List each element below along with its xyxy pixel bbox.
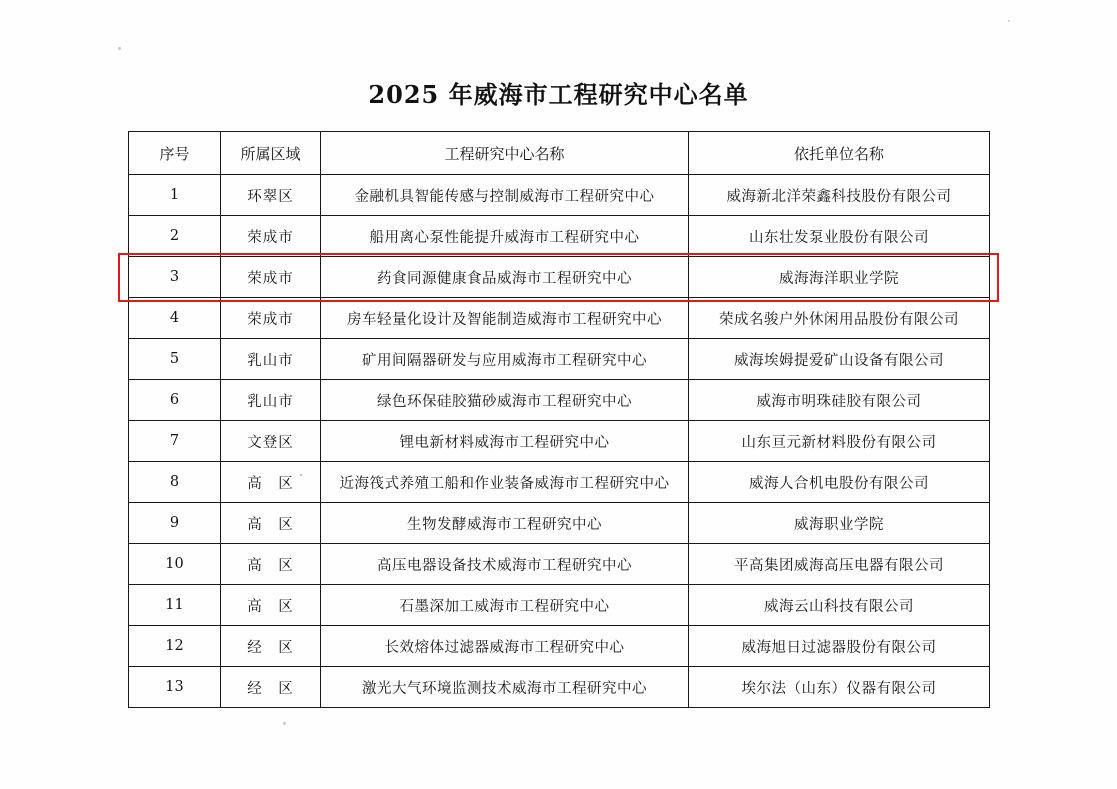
- table-row: [129, 462, 990, 503]
- table-row: [129, 544, 990, 585]
- cell-row-number: 10: [129, 544, 221, 585]
- column-header-area: 所属区域: [221, 132, 321, 175]
- cell-area: 高 区: [221, 585, 321, 626]
- cell-host-org: 威海埃姆提爱矿山设备有限公司: [689, 339, 990, 380]
- scan-speck: [118, 47, 121, 50]
- table-row: [129, 585, 990, 626]
- table-row: [129, 216, 990, 257]
- cell-area: 经 区: [221, 667, 321, 708]
- cell-area: 高 区: [221, 544, 321, 585]
- center-list-table: [128, 131, 990, 708]
- table-header: [129, 132, 990, 175]
- cell-row-number: 12: [129, 626, 221, 667]
- cell-host-org: 威海旭日过滤器股份有限公司: [689, 626, 990, 667]
- table-row: [129, 339, 990, 380]
- cell-center-name: 房车轻量化设计及智能制造威海市工程研究中心: [321, 298, 689, 339]
- cell-area: 荣成市: [221, 298, 321, 339]
- table-row: [129, 257, 990, 298]
- cell-center-name: 绿色环保硅胶猫砂威海市工程研究中心: [321, 380, 689, 421]
- table-row: [129, 667, 990, 708]
- cell-area: 荣成市: [221, 216, 321, 257]
- cell-center-name: 矿用间隔器研发与应用威海市工程研究中心: [321, 339, 689, 380]
- cell-area: 文登区: [221, 421, 321, 462]
- cell-host-org: 威海市明珠硅胶有限公司: [689, 380, 990, 421]
- scan-speck: [300, 474, 302, 476]
- table-row: [129, 421, 990, 462]
- scan-speck: [1008, 20, 1010, 22]
- table-row: [129, 175, 990, 216]
- cell-area: 高 区: [221, 462, 321, 503]
- cell-center-name: 长效熔体过滤器威海市工程研究中心: [321, 626, 689, 667]
- cell-row-number: 5: [129, 339, 221, 380]
- cell-host-org: 威海职业学院: [689, 503, 990, 544]
- cell-host-org: 平高集团威海高压电器有限公司: [689, 544, 990, 585]
- cell-row-number: 6: [129, 380, 221, 421]
- cell-row-number: 4: [129, 298, 221, 339]
- cell-row-number: 9: [129, 503, 221, 544]
- cell-area: 高 区: [221, 503, 321, 544]
- column-header-center-name: 工程研究中心名称: [321, 132, 689, 175]
- cell-center-name: 高压电器设备技术威海市工程研究中心: [321, 544, 689, 585]
- cell-center-name: 药食同源健康食品威海市工程研究中心: [321, 257, 689, 298]
- cell-center-name: 生物发酵威海市工程研究中心: [321, 503, 689, 544]
- cell-row-number: 3: [129, 257, 221, 298]
- table-header-row: [129, 132, 990, 175]
- page-title: 2025 年威海市工程研究中心名单: [368, 80, 749, 109]
- cell-row-number: 1: [129, 175, 221, 216]
- cell-row-number: 2: [129, 216, 221, 257]
- column-header-no: 序号: [129, 132, 221, 175]
- cell-center-name: 近海筏式养殖工船和作业装备威海市工程研究中心: [321, 462, 689, 503]
- center-list-table-wrapper: [128, 131, 989, 708]
- cell-host-org: 威海人合机电股份有限公司: [689, 462, 990, 503]
- table-row: [129, 626, 990, 667]
- table-row: [129, 380, 990, 421]
- cell-host-org: 埃尔法（山东）仪器有限公司: [689, 667, 990, 708]
- cell-host-org: 荣成名骏户外休闲用品股份有限公司: [689, 298, 990, 339]
- cell-row-number: 13: [129, 667, 221, 708]
- cell-area: 荣成市: [221, 257, 321, 298]
- cell-center-name: 船用离心泵性能提升威海市工程研究中心: [321, 216, 689, 257]
- cell-center-name: 激光大气环境监测技术威海市工程研究中心: [321, 667, 689, 708]
- table-body: [129, 175, 990, 708]
- cell-area: 环翠区: [221, 175, 321, 216]
- cell-host-org: 威海海洋职业学院: [689, 257, 990, 298]
- cell-center-name: 锂电新材料威海市工程研究中心: [321, 421, 689, 462]
- cell-center-name: 金融机具智能传感与控制威海市工程研究中心: [321, 175, 689, 216]
- table-row: [129, 298, 990, 339]
- cell-host-org: 威海云山科技有限公司: [689, 585, 990, 626]
- cell-area: 经 区: [221, 626, 321, 667]
- cell-host-org: 山东亘元新材料股份有限公司: [689, 421, 990, 462]
- cell-center-name: 石墨深加工威海市工程研究中心: [321, 585, 689, 626]
- cell-host-org: 山东壮发泵业股份有限公司: [689, 216, 990, 257]
- cell-row-number: 8: [129, 462, 221, 503]
- column-header-host-org: 依托单位名称: [689, 132, 990, 175]
- cell-row-number: 7: [129, 421, 221, 462]
- scan-speck: [283, 722, 286, 725]
- cell-host-org: 威海新北洋荣鑫科技股份有限公司: [689, 175, 990, 216]
- cell-row-number: 11: [129, 585, 221, 626]
- table-row: [129, 503, 990, 544]
- cell-area: 乳山市: [221, 339, 321, 380]
- cell-area: 乳山市: [221, 380, 321, 421]
